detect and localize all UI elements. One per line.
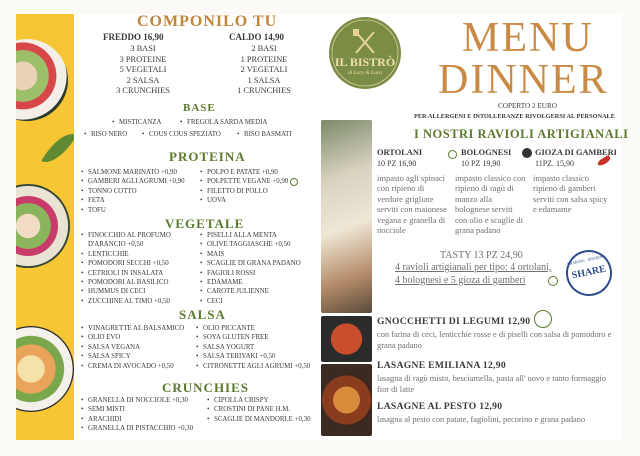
gluten-free-icon — [522, 148, 532, 158]
crunchies-title: CRUNCHIES — [162, 380, 250, 395]
vegan-leaf-icon — [448, 150, 457, 159]
stamp-text: SHARE — [570, 263, 607, 282]
vegetale-item: • MAIS — [200, 250, 301, 259]
crunchies-item: • CIPOLLA CRISPY — [207, 396, 311, 405]
base-item: • RISO BASMATI — [237, 130, 292, 139]
proteina-item: • GAMBERI AGLI AGRUMI +0,90 — [81, 177, 185, 186]
base-item: • FREGOLA SARDA MEDIA — [180, 118, 267, 127]
caldo-item: 2 BASI — [251, 44, 277, 53]
crunchies-item: • SEMI MISTI — [81, 405, 193, 414]
allergeni-text: PER ALLERGENI E INTOLLERANZE RIVOLGERSI AL PERSONALE — [414, 113, 615, 120]
vegetale-item: • CETRIOLI IN INSALATA — [81, 269, 193, 278]
tasty-desc: 4 ravioli artigianali per tipo: 4 ortolani, 4 bolognesi e 5 gioza di gamberi — [395, 262, 552, 286]
vegetale-list-left — [81, 231, 193, 306]
salsa-item: • SALSA YOGURT — [196, 343, 310, 352]
dish-desc: con farina di ceci, lenticchie rosse e di piselli con salsa di pomodoro e grana padano — [377, 330, 612, 350]
vegetale-item: • CECI — [200, 297, 301, 306]
proteina-item: • POLPO E PATATE +0,90 — [200, 168, 298, 177]
crunchies-item: • CROSTINI DI PANE H.M. — [207, 405, 311, 414]
ravioli-desc: impasto classico con ripieno di ragù di manzo alla bolognese serviti con olio e scaglie di grana padano — [455, 173, 526, 236]
ravioli-price: 10 PZ 19,90 — [461, 159, 501, 168]
vegetale-item: • SCAGLIE DI GRANA PADANO — [200, 259, 301, 268]
dish-name: GNOCCHETTI DI LEGUMI 12,90 — [377, 316, 531, 327]
ravioli-title: I NOSTRI RAVIOLI ARTIGIANALI — [414, 127, 629, 141]
base-list-2 — [180, 118, 267, 127]
menu-title: MENU — [462, 15, 594, 61]
ravioli-name: BOLOGNESI — [461, 148, 512, 157]
logo-subtitle: di Lory & Luca — [347, 70, 383, 76]
dish-desc: lasagna di ragù misto, besciamella, pasta all' uovo e tanto formaggio fior di latte — [377, 374, 606, 394]
ravioli-desc: impasto agli spinaci con ripieno di verdure grigliate serviti con maionese vegana e granella di nocciole — [377, 173, 447, 236]
ravioli-price: 10 PZ 16,90 — [377, 159, 417, 168]
vegetale-item: • PISELLI ALLA MENTA — [200, 231, 301, 240]
vegetale-item: • FINOCCHIO AL PROFUMO D'ARANCIO +0,50 — [81, 231, 193, 250]
freddo-item: 5 VEGETALI — [119, 65, 167, 74]
proteina-item: • SALMONE MARINATO +0,90 — [81, 168, 185, 177]
base-list-1 — [112, 118, 162, 127]
salsa-item: • SALSA VEGANA — [81, 343, 184, 352]
proteina-item: • UOVA — [200, 196, 298, 205]
caldo-item: 1 PROTEINE — [240, 54, 288, 64]
caldo-composition — [224, 44, 304, 97]
crunchies-item: • ARACHIDI — [81, 415, 193, 424]
base-item: • MISTICANZA — [112, 118, 162, 127]
salsa-item: • OLIO PICCANTE — [196, 324, 310, 333]
salsa-list-right — [196, 324, 310, 371]
left-food-strip — [16, 14, 74, 440]
caldo-label: CALDO 14,90 — [229, 32, 285, 42]
vegetale-item: • CAROTE JULIENNE — [200, 287, 301, 296]
componilo-title: COMPONILO TU — [137, 13, 278, 30]
salsa-title: SALSA — [179, 307, 226, 322]
freddo-label: FREDDO 16,90 — [103, 32, 164, 42]
freddo-composition — [108, 44, 178, 97]
salsa-list-left — [81, 324, 184, 371]
ravioli-price: 11PZ. 15,90 — [535, 159, 575, 168]
vegetale-item: • POMODORI SECCHI +0,50 — [81, 259, 193, 268]
vegetale-item: • ZUCCHINE AL TIMO +0,50 — [81, 297, 193, 306]
proteina-item: • TOFU — [81, 206, 185, 215]
base-list-3 — [84, 130, 127, 139]
vegetale-item: • LENTICCHIE — [81, 250, 193, 259]
right-food-images — [321, 120, 372, 436]
coperto-text: COPERTO 2 EURO — [498, 102, 557, 110]
base-item: • COUS COUS SPEZIATO — [142, 130, 221, 139]
base-list-4 — [142, 130, 221, 139]
salsa-item: • OLIO EVO — [81, 333, 184, 342]
gnocchetti-photo — [321, 316, 372, 362]
proteina-list-left — [81, 168, 185, 215]
ravioli-name: GIOZA DI GAMBERI — [535, 148, 617, 157]
crunchies-item: • SCAGLIE DI MANDORLE +0,30 — [207, 415, 311, 424]
salsa-item: • CREMA DI AVOCADO +0,50 — [81, 362, 184, 371]
salsa-item: • SALSA SPICY — [81, 352, 184, 361]
proteina-item: • TONNO COTTO — [81, 187, 185, 196]
proteina-item-vegan — [200, 177, 298, 186]
poke-bowl-image-3 — [16, 326, 74, 412]
dish-name: LASAGNE AL PESTO 12,90 — [377, 401, 503, 412]
salsa-item: • SOYA GLUTEN FREE — [196, 333, 310, 342]
stamp-ring-text: SHARING · SHARING — [566, 253, 606, 267]
caldo-item: 1 CRUNCHIES — [237, 86, 291, 95]
base-item: • RISO NERO — [84, 130, 127, 139]
ravioli-desc: impasto classico ripieno di gamberi serviti con salsa spicy e edamame — [533, 173, 608, 215]
ravioli-name: ORTOLANI — [377, 148, 423, 157]
vegetale-title: VEGETALE — [165, 216, 245, 231]
bistro-logo — [329, 17, 401, 89]
freddo-item: 3 CRUNCHIES — [116, 86, 170, 95]
salsa-item: • CITRONETTE AGLI AGRUMI +0,50 — [196, 362, 310, 371]
vegan-leaf-icon — [548, 276, 558, 286]
lasagne-photo — [321, 364, 372, 436]
vegetale-item: • OLIVE TAGGIASCHE +0,50 — [200, 240, 301, 249]
tasty-title: TASTY 13 PZ 24,90 — [440, 250, 523, 261]
crunchies-item: • GRANELLA DI PISTACCHIO +0,30 — [81, 424, 193, 433]
caldo-item: 1 SALSA — [247, 75, 281, 85]
freddo-item: 3 BASI — [130, 44, 156, 53]
poke-bowl-image-2 — [16, 184, 70, 268]
logo-name: IL BISTRÒ — [334, 55, 396, 69]
proteina-list-right — [200, 168, 298, 206]
vegetale-item: • POMODORI AL BASILICO — [81, 278, 193, 287]
leaf-decoration — [41, 126, 74, 170]
freddo-item: 2 SALSA — [126, 75, 160, 85]
poke-bowl-image-1 — [16, 39, 68, 121]
vegetale-item: • EDAMAME — [200, 278, 301, 287]
proteina-item: • FILETTO DI POLLO — [200, 187, 298, 196]
dinner-title: DINNER — [438, 57, 609, 103]
gluten-free-badge-icon — [534, 310, 552, 328]
crunchies-list-left — [81, 396, 193, 434]
ravioli-photo — [321, 120, 372, 313]
salsa-item: • VINAGRETTE AL BALSAMICO — [81, 324, 184, 333]
freddo-item: 3 PROTEINE — [119, 54, 167, 64]
proteina-title: PROTEINA — [169, 149, 246, 164]
vegetale-item: • HUMMUS DI CECI — [81, 287, 193, 296]
crunchies-list-right — [207, 396, 311, 424]
caldo-item: 2 VEGETALI — [240, 65, 288, 74]
base-list-5 — [237, 130, 292, 139]
dish-name: LASAGNE EMILIANA 12,90 — [377, 360, 506, 371]
dish-desc: lasagna al pesto con patate, fagiolini, pecorino e grana padano — [377, 415, 586, 424]
base-title: BASE — [183, 102, 216, 114]
crunchies-item: • GRANELLA DI NOCCIOLE +0,30 — [81, 396, 193, 405]
vegetale-item: • FAGIOLI ROSSI — [200, 269, 301, 278]
vegetale-list-right — [200, 231, 301, 306]
proteina-item: POLPETTE VEGANE +0,90 — [207, 178, 289, 186]
proteina-item: • FETA — [81, 196, 185, 205]
vegan-leaf-icon — [290, 178, 298, 186]
salsa-item: • SALSA TERIYAKI +0,50 — [196, 352, 310, 361]
fork-knife-icon — [329, 17, 401, 89]
